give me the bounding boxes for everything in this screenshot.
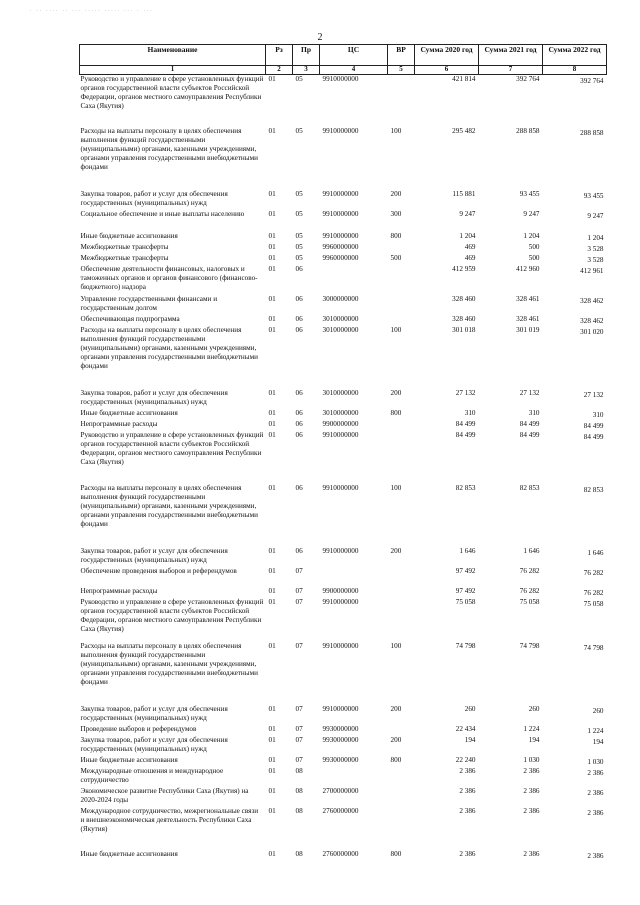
- table-row: [80, 389, 607, 409]
- row-vr: [388, 567, 415, 587]
- col-number: 6: [415, 66, 479, 75]
- budget-table: [79, 44, 607, 861]
- row-pr: 07: [295, 756, 303, 765]
- row-name: Непрограммные расходы: [80, 420, 158, 429]
- row-sum-2020: 412 959: [452, 265, 476, 274]
- row-pr: 07: [295, 587, 303, 596]
- table-row: [80, 850, 607, 861]
- row-rz: 01: [268, 756, 276, 765]
- row-cs: 9900000000: [322, 587, 359, 596]
- row-rz: 01: [268, 767, 276, 776]
- row-name: Расходы на выплаты персоналу в целях обеспечения выполнения функций государственными (муниципальными) органами, казенными учреждениями, органами управления государственными внебюджетными фондами: [80, 127, 258, 172]
- row-sum-2020: 2 386: [459, 850, 476, 859]
- row-name: Закупка товаров, работ и услуг для обеспечения государственных (муниципальных) нужд: [80, 547, 228, 565]
- row-sum-2022: 76 282: [583, 569, 604, 578]
- table-row: [80, 254, 607, 265]
- row-sum-2020: 421 814: [452, 74, 476, 83]
- row-rz: 01: [268, 484, 276, 493]
- row-vr: [388, 807, 415, 850]
- row-pr: 06: [295, 265, 303, 274]
- row-cs: 9910000000: [322, 190, 359, 199]
- table-row: [80, 295, 607, 315]
- row-vr: [388, 243, 415, 254]
- row-sum-2020: 328 460: [452, 315, 476, 324]
- row-sum-2021: 2 386: [523, 787, 540, 796]
- table-row: [80, 232, 607, 243]
- row-cs: 9910000000: [322, 547, 359, 556]
- table-row: [80, 705, 607, 725]
- col-number: 2: [266, 66, 293, 75]
- row-name: Экономическое развитие Республики Саха (Якутия) на 2020-2024 годы: [80, 787, 249, 805]
- row-sum-2020: 2 386: [459, 787, 476, 796]
- row-name: Непрограммные расходы: [80, 587, 158, 596]
- row-sum-2021: 194: [528, 736, 540, 745]
- row-rz: 01: [268, 265, 276, 274]
- row-sum-2021: 1 204: [523, 232, 540, 241]
- row-sum-2021: 27 132: [519, 389, 540, 398]
- row-name: Закупка товаров, работ и услуг для обеспечения государственных (муниципальных) нужд: [80, 705, 228, 723]
- row-sum-2022: 84 499: [583, 433, 604, 442]
- row-sum-2022: 3 528: [587, 245, 604, 254]
- row-pr: 05: [295, 74, 303, 83]
- table-row: [80, 420, 607, 431]
- row-vr: [388, 265, 415, 295]
- row-name: Расходы на выплаты персоналу в целях обеспечения выполнения функций государственными (муниципальными) органами, казенными учреждениями, органами управления государственными внебюджетными фондами: [80, 642, 258, 687]
- row-sum-2022: 84 499: [583, 422, 604, 431]
- row-vr: 100: [390, 642, 402, 651]
- row-sum-2020: 22 434: [455, 725, 476, 734]
- row-sum-2021: 76 282: [519, 567, 540, 576]
- row-pr: 07: [295, 705, 303, 714]
- row-vr: [388, 315, 415, 326]
- table-row: [80, 567, 607, 587]
- row-sum-2021: 412 960: [516, 265, 540, 274]
- row-sum-2022: 310: [592, 411, 604, 420]
- row-rz: 01: [268, 389, 276, 398]
- table-body: [80, 74, 607, 861]
- col-number: 1: [80, 66, 266, 75]
- col-header-sum-2021: Сумма 2021 год: [479, 45, 543, 66]
- row-name: Руководство и управление в сфере установленных функций органов государственной власти субъектов Российской Федерации, органов местного самоуправления Республики Саха (Якутия): [80, 598, 264, 634]
- row-vr: [388, 431, 415, 484]
- table-row: [80, 807, 607, 850]
- table-row: [80, 315, 607, 326]
- row-rz: 01: [268, 326, 276, 335]
- row-sum-2020: 84 499: [455, 420, 476, 429]
- row-rz: 01: [268, 74, 276, 83]
- row-sum-2021: 2 386: [523, 767, 540, 776]
- table-row: [80, 736, 607, 756]
- row-pr: 05: [295, 190, 303, 199]
- row-sum-2022: 328 462: [580, 297, 604, 306]
- row-sum-2021: 1 030: [523, 756, 540, 765]
- row-sum-2022: 82 853: [583, 486, 604, 495]
- row-vr: [388, 587, 415, 598]
- row-cs: 2700000000: [322, 787, 359, 796]
- row-pr: 06: [295, 547, 303, 556]
- row-vr: 800: [390, 232, 402, 241]
- row-name: Закупка товаров, работ и услуг для обеспечения государственных (муниципальных) нужд: [80, 190, 228, 208]
- row-rz: 01: [268, 547, 276, 556]
- row-sum-2022: 2 386: [587, 789, 604, 798]
- row-vr: [388, 725, 415, 736]
- row-sum-2021: 2 386: [523, 850, 540, 859]
- row-pr: 06: [295, 409, 303, 418]
- row-cs: 9910000000: [322, 127, 359, 136]
- row-vr: [388, 787, 415, 807]
- row-sum-2022: 3 528: [587, 256, 604, 265]
- table-row: [80, 74, 607, 127]
- row-name: Иные бюджетные ассигнования: [80, 409, 178, 418]
- row-cs: 9960000000: [322, 254, 359, 263]
- row-pr: 05: [295, 243, 303, 252]
- row-cs: 9910000000: [322, 74, 359, 83]
- row-sum-2022: 27 132: [583, 391, 604, 400]
- row-sum-2021: 75 058: [519, 598, 540, 607]
- row-sum-2022: 1 646: [587, 549, 604, 558]
- row-vr: 800: [390, 850, 402, 859]
- row-rz: 01: [268, 642, 276, 651]
- scan-marks: . .. .... .. ... ..... ..... ... . ...: [30, 8, 154, 13]
- table-row: [80, 642, 607, 705]
- table-row: [80, 243, 607, 254]
- row-sum-2021: 301 019: [516, 326, 540, 335]
- row-pr: 06: [295, 389, 303, 398]
- table-row: [80, 127, 607, 190]
- row-sum-2022: 260: [592, 707, 604, 716]
- row-pr: 06: [295, 315, 303, 324]
- row-cs: 9930000000: [322, 736, 359, 745]
- row-rz: 01: [268, 705, 276, 714]
- col-header-sum-2020: Сумма 2020 год: [415, 45, 479, 66]
- row-cs: 9960000000: [322, 243, 359, 252]
- row-cs: 9910000000: [322, 210, 359, 219]
- row-vr: 200: [390, 389, 402, 398]
- row-name: Обеспечение деятельности финансовых, налоговых и таможенных органов и органов финансового (финансово-бюджетного) надзора: [80, 265, 258, 292]
- table-row: [80, 767, 607, 787]
- row-rz: 01: [268, 254, 276, 263]
- row-name: Управление государственными финансами и государственным долгом: [80, 295, 218, 313]
- row-rz: 01: [268, 210, 276, 219]
- row-pr: 05: [295, 127, 303, 136]
- row-cs: 9900000000: [322, 420, 359, 429]
- row-rz: 01: [268, 190, 276, 199]
- row-vr: 100: [390, 127, 402, 136]
- row-name: Социальное обеспечение и иные выплаты населению: [80, 210, 245, 219]
- col-number: 5: [388, 66, 415, 75]
- row-rz: 01: [268, 315, 276, 324]
- row-sum-2020: 84 499: [455, 431, 476, 440]
- row-name: Руководство и управление в сфере установленных функций органов государственной власти субъектов Российской Федерации, органов местного самоуправления Республики Саха (Якутия): [80, 74, 264, 110]
- row-sum-2020: 2 386: [459, 807, 476, 816]
- row-name: Международные отношения и международное сотрудничество: [80, 767, 224, 785]
- row-cs: 3010000000: [322, 409, 359, 418]
- row-vr: [388, 767, 415, 787]
- row-pr: 06: [295, 431, 303, 440]
- row-pr: 05: [295, 210, 303, 219]
- row-sum-2021: 260: [528, 705, 540, 714]
- row-sum-2020: 82 853: [455, 484, 476, 493]
- row-vr: 500: [390, 254, 402, 263]
- row-sum-2021: 2 386: [523, 807, 540, 816]
- row-sum-2022: 412 961: [580, 267, 604, 276]
- table-row: [80, 190, 607, 210]
- row-cs: 3010000000: [322, 389, 359, 398]
- col-header-sum-2022: Сумма 2022 год: [543, 45, 607, 66]
- row-sum-2020: 295 482: [452, 127, 476, 136]
- row-sum-2020: 469: [464, 243, 476, 252]
- col-header-cs: ЦС: [320, 45, 388, 66]
- table-row: [80, 265, 607, 295]
- row-sum-2021: 84 499: [519, 420, 540, 429]
- table-row: [80, 587, 607, 598]
- row-pr: 05: [295, 254, 303, 263]
- row-sum-2020: 310: [464, 409, 476, 418]
- row-sum-2020: 97 492: [455, 587, 476, 596]
- row-sum-2021: 93 455: [519, 190, 540, 199]
- row-name: Международное сотрудничество, межрегиональные связи и внешнеэкономическая деятельность Республики Саха (Якутия): [80, 807, 259, 834]
- row-sum-2021: 76 282: [519, 587, 540, 596]
- row-sum-2022: 93 455: [583, 192, 604, 201]
- row-pr: 06: [295, 420, 303, 429]
- row-sum-2022: 328 462: [580, 317, 604, 326]
- row-sum-2021: 82 853: [519, 484, 540, 493]
- row-name: Закупка товаров, работ и услуг для обеспечения государственных (муниципальных) нужд: [80, 736, 228, 754]
- row-sum-2020: 469: [464, 254, 476, 263]
- row-vr: [388, 295, 415, 315]
- row-pr: 06: [295, 484, 303, 493]
- row-pr: 07: [295, 642, 303, 651]
- row-rz: 01: [268, 850, 276, 859]
- row-pr: 08: [295, 767, 303, 776]
- row-vr: 800: [390, 756, 402, 765]
- row-sum-2021: 288 858: [516, 127, 540, 136]
- table-row: [80, 431, 607, 484]
- col-number: 7: [479, 66, 543, 75]
- row-pr: 07: [295, 567, 303, 576]
- row-cs: [320, 567, 388, 587]
- row-name: Руководство и управление в сфере установленных функций органов государственной власти субъектов Российской Федерации, органов местного самоуправления Республики Саха (Якутия): [80, 431, 264, 467]
- row-rz: 01: [268, 567, 276, 576]
- row-vr: 300: [390, 210, 402, 219]
- row-vr: 200: [390, 547, 402, 556]
- row-rz: 01: [268, 431, 276, 440]
- row-sum-2021: 74 798: [519, 642, 540, 651]
- row-sum-2022: 2 386: [587, 769, 604, 778]
- row-cs: 9910000000: [322, 232, 359, 241]
- row-sum-2021: 1 646: [523, 547, 540, 556]
- table-row: [80, 547, 607, 567]
- row-sum-2020: 301 018: [452, 326, 476, 335]
- row-sum-2021: 328 461: [516, 295, 540, 304]
- row-cs: 9910000000: [322, 431, 359, 440]
- row-cs: 2760000000: [322, 807, 359, 816]
- row-vr: 200: [390, 705, 402, 714]
- row-sum-2022: 75 058: [583, 600, 604, 609]
- row-rz: 01: [268, 736, 276, 745]
- row-rz: 01: [268, 127, 276, 136]
- row-sum-2020: 1 646: [459, 547, 476, 556]
- row-name: Расходы на выплаты персоналу в целях обеспечения выполнения функций государственными (муниципальными) органами, казенными учреждениями, органами управления государственными внебюджетными фондами: [80, 484, 258, 529]
- row-sum-2020: 194: [464, 736, 476, 745]
- row-sum-2022: 2 386: [587, 852, 604, 861]
- table-row: [80, 409, 607, 420]
- row-vr: 100: [390, 484, 402, 493]
- row-sum-2021: 310: [528, 409, 540, 418]
- row-sum-2020: 27 132: [455, 389, 476, 398]
- row-name: Межбюджетные трансферты: [80, 243, 169, 252]
- row-sum-2022: 9 247: [587, 212, 604, 221]
- table-header-row: [80, 45, 607, 66]
- col-number: 3: [293, 66, 320, 75]
- row-cs: [320, 767, 388, 787]
- row-vr: [388, 74, 415, 127]
- table-row: [80, 787, 607, 807]
- row-sum-2022: 392 764: [580, 76, 604, 85]
- row-sum-2022: 288 858: [580, 129, 604, 138]
- row-sum-2020: 260: [464, 705, 476, 714]
- row-name: Межбюджетные трансферты: [80, 254, 169, 263]
- table-row: [80, 210, 607, 232]
- row-sum-2022: 2 386: [587, 809, 604, 818]
- row-sum-2020: 22 240: [455, 756, 476, 765]
- row-sum-2022: 76 282: [583, 589, 604, 598]
- row-vr: 200: [390, 190, 402, 199]
- row-name: Расходы на выплаты персоналу в целях обеспечения выполнения функций государственными (муниципальными) органами, казенными учреждениями, органами управления государственными внебюджетными фондами: [80, 326, 258, 371]
- table-row: [80, 326, 607, 389]
- row-cs: 3010000000: [322, 315, 359, 324]
- row-pr: 08: [295, 850, 303, 859]
- row-cs: 9910000000: [322, 598, 359, 607]
- row-rz: 01: [268, 409, 276, 418]
- table-row: [80, 484, 607, 547]
- row-cs: 9930000000: [322, 725, 359, 734]
- row-sum-2022: 194: [592, 738, 604, 747]
- row-vr: 800: [390, 409, 402, 418]
- row-sum-2021: 500: [528, 243, 540, 252]
- table-header-numbers: [80, 66, 607, 75]
- row-name: Проведение выборов и референдумов: [80, 725, 197, 734]
- row-sum-2021: 392 764: [516, 74, 540, 83]
- row-rz: 01: [268, 232, 276, 241]
- row-sum-2020: 74 798: [455, 642, 476, 651]
- row-sum-2020: 1 204: [459, 232, 476, 241]
- row-sum-2022: 1 224: [587, 727, 604, 736]
- row-pr: 07: [295, 598, 303, 607]
- col-number: 8: [543, 66, 607, 75]
- row-cs: 9910000000: [322, 705, 359, 714]
- row-name: Закупка товаров, работ и услуг для обеспечения государственных (муниципальных) нужд: [80, 389, 228, 407]
- row-name: Иные бюджетные ассигнования: [80, 850, 178, 859]
- row-sum-2020: 75 058: [455, 598, 476, 607]
- row-cs: 9910000000: [322, 642, 359, 651]
- page-number: 2: [317, 32, 323, 43]
- row-cs: 3000000000: [322, 295, 359, 304]
- table-row: [80, 756, 607, 767]
- row-cs: 9910000000: [322, 484, 359, 493]
- row-rz: 01: [268, 587, 276, 596]
- row-pr: 06: [295, 326, 303, 335]
- row-sum-2021: 84 499: [519, 431, 540, 440]
- row-sum-2020: 115 881: [452, 190, 476, 199]
- table-row: [80, 598, 607, 642]
- row-vr: 100: [390, 326, 402, 335]
- row-name: Обеспечение проведения выборов и референдумов: [80, 567, 237, 576]
- col-header-name: Наименование: [80, 45, 266, 66]
- row-pr: 08: [295, 787, 303, 796]
- row-sum-2021: 9 247: [523, 210, 540, 219]
- row-sum-2020: 9 247: [459, 210, 476, 219]
- row-sum-2022: 1 030: [587, 758, 604, 767]
- row-pr: 08: [295, 807, 303, 816]
- row-vr: 200: [390, 736, 402, 745]
- row-sum-2020: 2 386: [459, 767, 476, 776]
- row-cs: [320, 265, 388, 295]
- col-header-pr: Пр: [293, 45, 320, 66]
- row-sum-2021: 1 224: [523, 725, 540, 734]
- row-rz: 01: [268, 725, 276, 734]
- row-pr: 07: [295, 736, 303, 745]
- row-sum-2021: 328 461: [516, 315, 540, 324]
- row-rz: 01: [268, 243, 276, 252]
- row-cs: 2760000000: [322, 850, 359, 859]
- row-pr: 07: [295, 725, 303, 734]
- row-vr: [388, 420, 415, 431]
- row-rz: 01: [268, 807, 276, 816]
- row-cs: 9930000000: [322, 756, 359, 765]
- row-sum-2022: 74 798: [583, 644, 604, 653]
- row-rz: 01: [268, 295, 276, 304]
- row-vr: [388, 598, 415, 642]
- row-pr: 05: [295, 232, 303, 241]
- row-name: Обеспечивающая подпрограмма: [80, 315, 180, 324]
- row-pr: 06: [295, 295, 303, 304]
- row-sum-2021: 500: [528, 254, 540, 263]
- row-rz: 01: [268, 420, 276, 429]
- col-header-vr: ВР: [388, 45, 415, 66]
- row-rz: 01: [268, 598, 276, 607]
- row-rz: 01: [268, 787, 276, 796]
- row-sum-2022: 301 020: [580, 328, 604, 337]
- row-sum-2020: 328 460: [452, 295, 476, 304]
- row-name: Иные бюджетные ассигнования: [80, 756, 178, 765]
- row-name: Иные бюджетные ассигнования: [80, 232, 178, 241]
- table-row: [80, 725, 607, 736]
- col-header-rz: Рз: [266, 45, 293, 66]
- row-sum-2020: 97 492: [455, 567, 476, 576]
- col-number: 4: [320, 66, 388, 75]
- row-sum-2022: 1 204: [587, 234, 604, 243]
- row-cs: 3010000000: [322, 326, 359, 335]
